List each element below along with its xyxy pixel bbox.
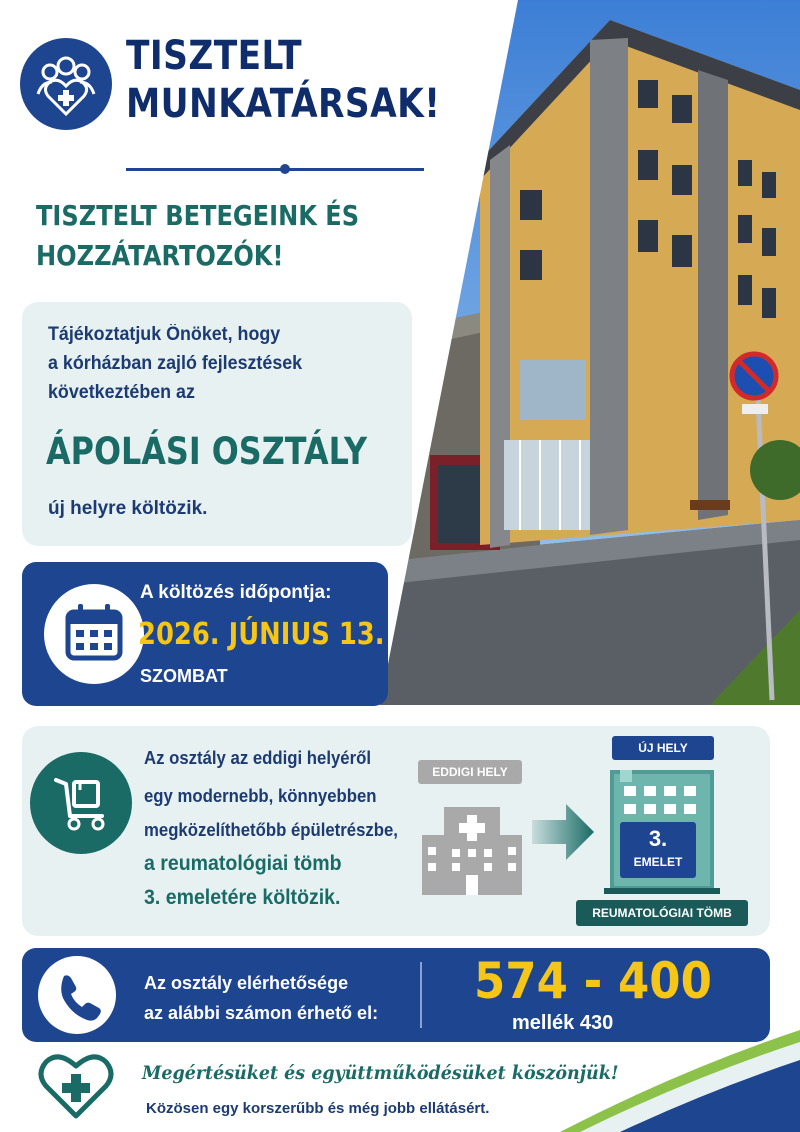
move-line-4: a reumatológiai tömb [144,852,342,875]
title-line-2: MUNKATÁRSAK! [126,81,441,127]
phone-icon [38,956,116,1034]
page-subtitle [36,196,359,276]
contact-line-1: Az osztály elérhetősége [144,973,349,993]
staff-care-logo-icon [20,38,112,130]
title-divider [126,168,424,171]
title-divider-dot [280,164,290,174]
date-label: A költözés időpontja: [140,582,332,603]
old-location-label: EDDIGI HELY [418,760,522,784]
calendar-icon [44,584,144,684]
contact-text [144,968,378,1028]
moving-cart-icon [30,752,132,854]
floor-number: 3. [648,826,668,851]
contact-line-2: az alábbi számon érhető el: [144,1003,379,1023]
contact-divider [420,962,422,1028]
info-line-4: új helyre költözik. [48,498,208,519]
info-line-3: következtében az [48,382,195,403]
info-text [48,320,302,407]
info-line-1: Tájékoztatjuk Önöket, hogy [48,324,281,345]
phone-number[interactable]: 574 - 400 [474,952,712,1010]
move-arrow-icon [532,800,596,864]
old-building-icon [422,795,522,900]
info-line-2: a kórházban zajló fejlesztések [48,353,303,374]
page-title [126,32,440,128]
move-line-1: Az osztály az eddigi helyéről [144,748,371,768]
floor-label: EMELET [633,855,683,869]
phone-extension: mellék 430 [512,1012,614,1034]
subtitle-line-1: TISZTELT BETEGEINK ÉS [36,199,360,232]
department-name: ÁPOLÁSI OSZTÁLY [46,430,368,473]
subtitle-line-2: HOZZÁTARTOZÓK! [36,239,284,272]
new-location-label: ÚJ HELY [612,736,714,760]
date-day: SZOMBAT [140,666,228,686]
date-value: 2026. JÚNIUS 13. [138,617,385,652]
heart-plus-icon [36,1050,116,1122]
move-line-3: megközelíthetőbb épületrészbe, [144,820,398,840]
thanks-text: Megértésüket és együttműködésüket köszönjük! [142,1062,619,1084]
tagline-text: Közösen egy korszerűbb és még jobb ellátásért. [146,1100,490,1117]
move-line-2: egy modernebb, könnyebben [144,786,377,806]
title-line-1: TISZTELT [126,33,303,79]
block-label: REUMATOLÓGIAI TÖMB [576,900,748,926]
move-line-5: 3. emeletére költözik. [144,886,341,909]
